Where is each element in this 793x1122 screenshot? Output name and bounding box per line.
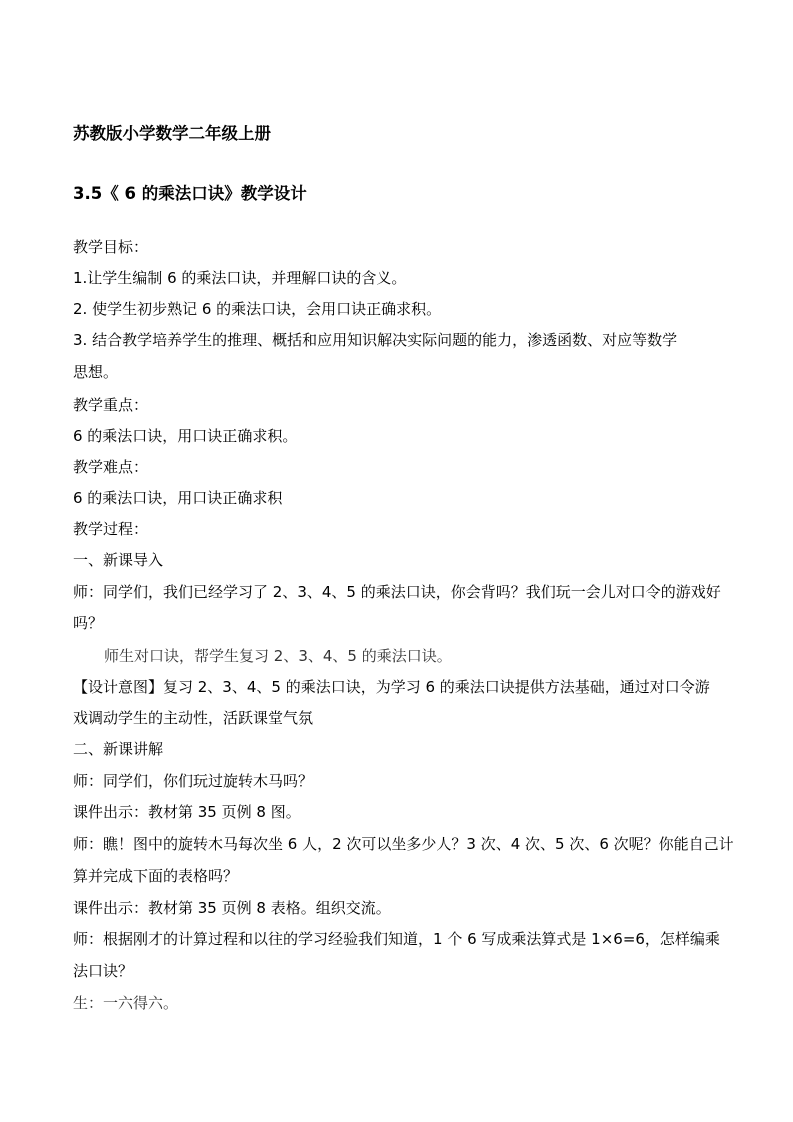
section-2-courseware-2: 课件出示：教材第 35 页例 8 表格。组织交流。 bbox=[73, 899, 391, 917]
difficulties-heading: 教学难点： bbox=[73, 458, 149, 476]
section-2-teacher-2-line-2: 算并完成下面的表格吗？ bbox=[73, 867, 239, 885]
section-2-teacher-3-line-2: 法口诀？ bbox=[73, 962, 134, 980]
difficulties-text: 6 的乘法口诀，用口诀正确求积 bbox=[73, 489, 283, 507]
section-2-title: 二、新课讲解 bbox=[73, 740, 164, 758]
design-intent-line-2: 戏调动学生的主动性，活跃课堂气氛 bbox=[73, 709, 314, 727]
design-intent-line-1: 【设计意图】复习 2、3、4、5 的乘法口诀，为学习 6 的乘法口诀提供方法基础，通过对口令游 bbox=[73, 678, 710, 696]
key-points-heading: 教学重点： bbox=[73, 396, 149, 414]
key-points-text: 6 的乘法口诀，用口诀正确求积。 bbox=[73, 427, 298, 445]
section-2-courseware-1: 课件出示：教材第 35 页例 8 图。 bbox=[73, 803, 301, 821]
section-1-title: 一、新课导入 bbox=[73, 551, 164, 569]
series-heading: 苏教版小学数学二年级上册 bbox=[73, 124, 271, 143]
section-1-activity: 师生对口诀，帮学生复习 2、3、4、5 的乘法口诀。 bbox=[104, 647, 452, 665]
objective-item-2: 2. 使学生初步熟记 6 的乘法口诀，会用口诀正确求积。 bbox=[73, 300, 442, 318]
section-1-teacher-line-1: 师：同学们，我们已经学习了 2、3、4、5 的乘法口诀，你会背吗？我们玩一会儿对口令的游戏好 bbox=[73, 583, 721, 601]
page-title: 3.5《 6 的乘法口诀》教学设计 bbox=[73, 184, 307, 203]
objective-item-3-line-2: 思想。 bbox=[73, 363, 119, 381]
process-heading: 教学过程： bbox=[73, 520, 149, 538]
section-2-student-answer: 生：一六得六。 bbox=[73, 994, 179, 1012]
objective-item-3-line-1: 3. 结合教学培养学生的推理、概括和应用知识解决实际问题的能力，渗透函数、对应等数学 bbox=[73, 331, 678, 349]
section-2-teacher-3-line-1: 师：根据刚才的计算过程和以往的学习经验我们知道，1 个 6 写成乘法算式是 1×6=6，怎样编乘 bbox=[73, 930, 720, 948]
objective-item-1: 1.让学生编制 6 的乘法口诀，并理解口诀的含义。 bbox=[73, 269, 407, 287]
section-2-teacher-1: 师：同学们，你们玩过旋转木马吗？ bbox=[73, 772, 314, 790]
section-1-teacher-line-2: 吗？ bbox=[73, 614, 104, 632]
section-2-teacher-2-line-1: 师：瞧！图中的旋转木马每次坐 6 人，2 次可以坐多少人？3 次、4 次、5 次、6 次呢？你能自己计 bbox=[73, 835, 734, 853]
objectives-heading: 教学目标： bbox=[73, 238, 149, 256]
